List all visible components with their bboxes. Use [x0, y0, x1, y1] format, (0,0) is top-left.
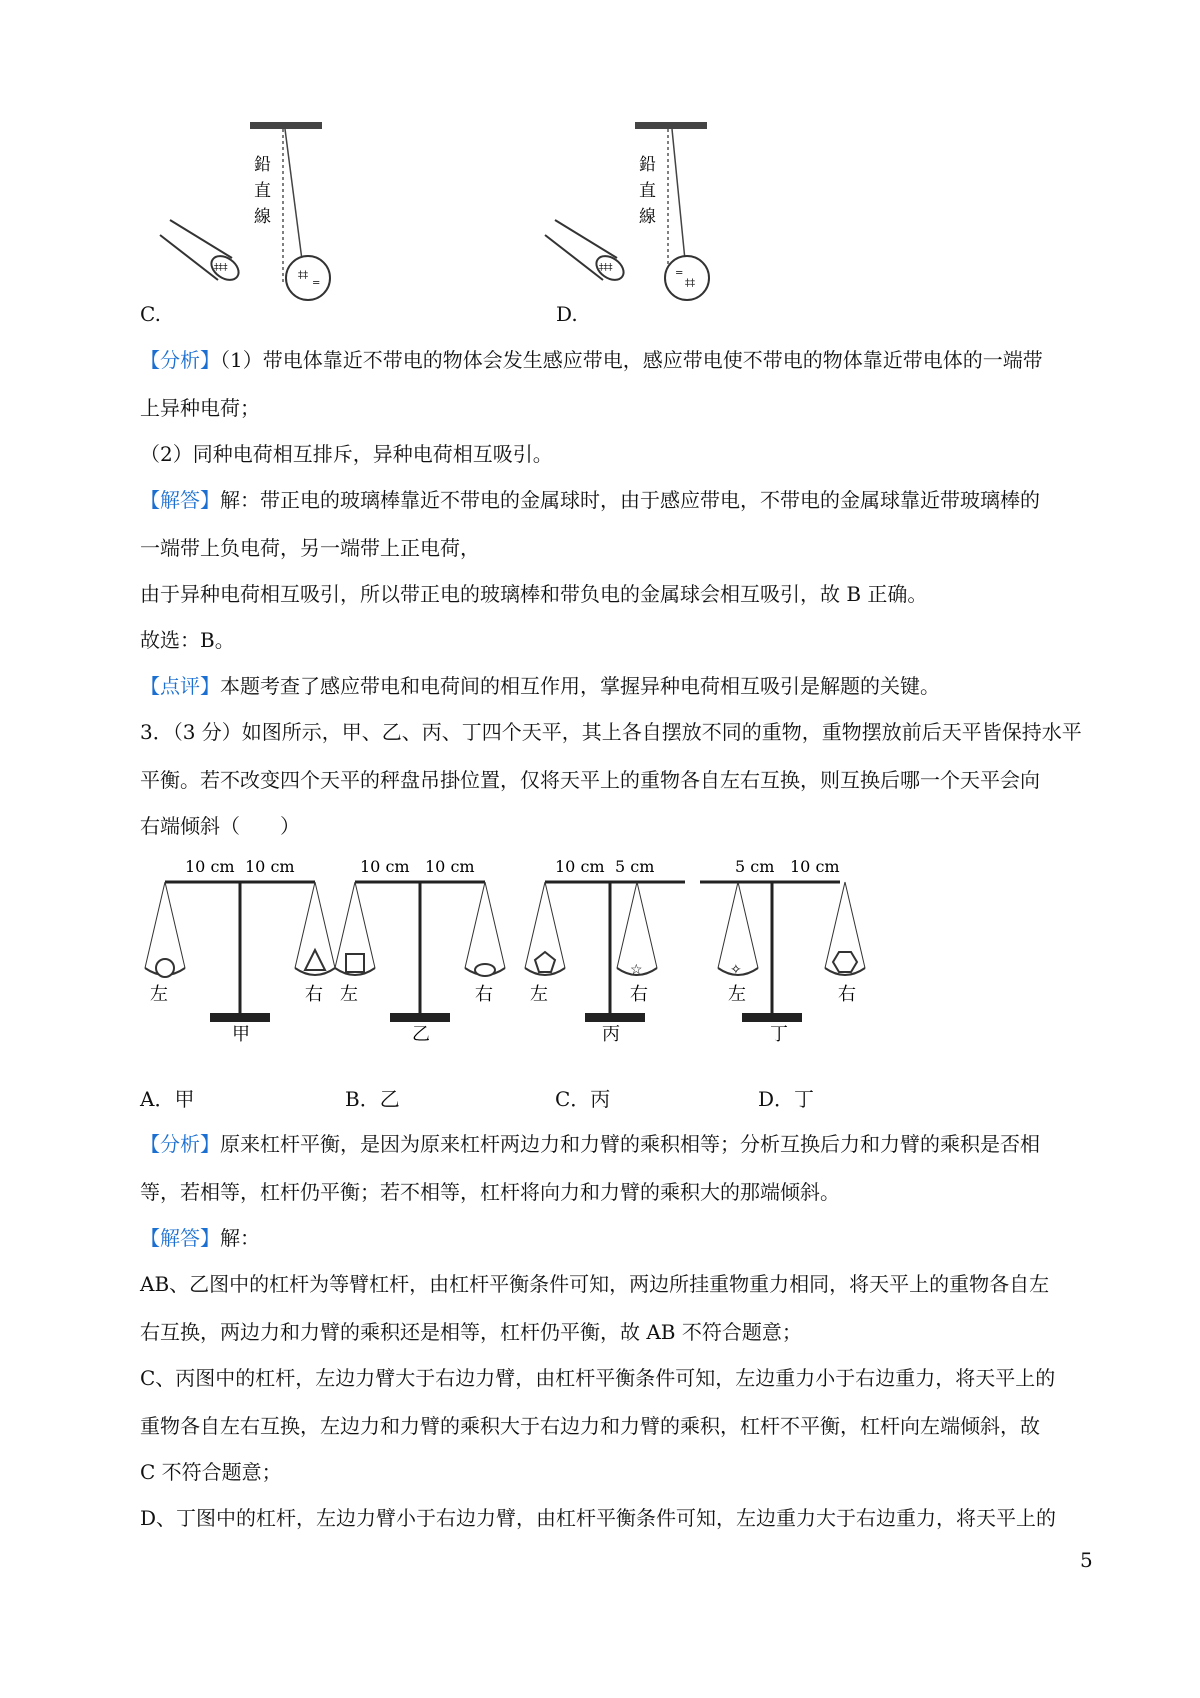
figure-d [535, 110, 795, 320]
plumb-line-label-c: 鉛 [254, 155, 271, 175]
svg-text:丁: 丁 [770, 1024, 788, 1045]
svg-text:右: 右 [630, 984, 648, 1005]
q3-stem-line3: 右端倾斜（ ） [140, 814, 300, 838]
q3-c-line3: C 不符合题意； [140, 1460, 282, 1484]
balances-figure [140, 850, 920, 1050]
svg-text:‡‡‡: ‡‡‡ [599, 263, 613, 273]
q2-answer-line2: 一端带上负电荷，另一端带上正电荷， [140, 536, 480, 560]
q3-c-line2: 重物各自左右互换，左边力和力臂的乘积大于右边力和力臂的乘积，杠杆不平衡，杠杆向左端倾斜，故 [140, 1414, 1040, 1438]
balance-yi [335, 857, 505, 1045]
svg-text:=: = [312, 278, 321, 289]
svg-text:10 cm: 10 cm [185, 857, 235, 876]
svg-text:直: 直 [639, 181, 656, 201]
q3-ab-line1: AB、乙图中的杠杆为等臂杠杆，由杠杆平衡条件可知，两边所挂重物重力相同，将天平上的重物各自左 [140, 1272, 1050, 1296]
option-d: D．丁 [758, 1087, 815, 1111]
option-c-label: C. [140, 302, 161, 326]
q2-choice: 故选：B。 [140, 628, 235, 652]
svg-text:10 cm: 10 cm [790, 857, 840, 876]
svg-text:左: 左 [340, 984, 358, 1005]
option-a: A．甲 [140, 1087, 195, 1111]
svg-text:☆: ☆ [630, 962, 643, 978]
svg-text:5 cm: 5 cm [735, 857, 775, 876]
balance-jia [145, 857, 335, 1045]
svg-text:丙: 丙 [602, 1024, 620, 1045]
option-d-label: D. [556, 302, 578, 326]
q3-ab-line2: 右互换，两边力和力臂的乘积还是相等，杠杆仍平衡，故 AB 不符合题意； [140, 1320, 802, 1344]
svg-text:10 cm: 10 cm [425, 857, 475, 876]
svg-text:左: 左 [150, 984, 168, 1005]
svg-text:10 cm: 10 cm [555, 857, 605, 876]
q3-analysis-line1: 【分析】原来杠杆平衡，是因为原来杠杆两边力和力臂的乘积相等；分析互换后力和力臂的乘积是否相 [140, 1132, 1040, 1156]
page-number: 5 [1080, 1548, 1093, 1572]
svg-text:甲: 甲 [232, 1024, 250, 1045]
q3-stem-line2: 平衡。若不改变四个天平的秤盘吊掛位置，仅将天平上的重物各自左右互换，则互换后哪一个天平会向 [140, 768, 1040, 792]
svg-text:‡‡: ‡‡ [685, 278, 695, 289]
svg-text:右: 右 [475, 984, 493, 1005]
svg-text:線: 線 [639, 207, 656, 227]
q3-stem-line1: 3．（3 分）如图所示，甲、乙、丙、丁四个天平，其上各自摆放不同的重物，重物摆放前后天平皆保持水平 [140, 720, 1082, 744]
figure-c [150, 110, 410, 320]
q2-analysis-line2: 上异种电荷； [140, 396, 260, 420]
svg-text:直: 直 [254, 181, 271, 201]
balance-bing [525, 857, 685, 1045]
option-b: B．乙 [345, 1087, 400, 1111]
svg-text:左: 左 [728, 984, 746, 1005]
svg-text:=: = [675, 268, 684, 279]
svg-text:線: 線 [254, 207, 271, 227]
balance-ding [700, 857, 865, 1045]
svg-text:‡‡: ‡‡ [298, 270, 308, 281]
q3-c-line1: C、丙图中的杠杆，左边力臂大于右边力臂，由杠杆平衡条件可知，左边重力小于右边重力，将天平上的 [140, 1366, 1056, 1390]
svg-text:右: 右 [838, 984, 856, 1005]
svg-text:乙: 乙 [412, 1024, 430, 1045]
svg-text:10 cm: 10 cm [245, 857, 295, 876]
svg-text:左: 左 [530, 984, 548, 1005]
q3-analysis-line2: 等，若相等，杠杆仍平衡；若不相等，杠杆将向力和力臂的乘积大的那端倾斜。 [140, 1180, 840, 1204]
svg-text:10 cm: 10 cm [360, 857, 410, 876]
svg-text:5 cm: 5 cm [615, 857, 655, 876]
q2-analysis-line3: （2）同种电荷相互排斥，异种电荷相互吸引。 [140, 442, 553, 466]
q2-answer-line3: 由于异种电荷相互吸引，所以带正电的玻璃棒和带负电的金属球会相互吸引，故 B 正确。 [140, 582, 928, 606]
q2-answer-line1: 【解答】解：带正电的玻璃棒靠近不带电的金属球时，由于感应带电，不带电的金属球靠近带玻璃棒的 [140, 488, 1040, 512]
svg-text:右: 右 [305, 984, 323, 1005]
q3-answer-head: 【解答】解： [140, 1226, 260, 1250]
q2-analysis-line1: 【分析】（1）带电体靠近不带电的物体会发生感应带电，感应带电使不带电的物体靠近带电体的一端带 [140, 348, 1043, 372]
q2-comment: 【点评】本题考查了感应带电和电荷间的相互作用，掌握异种电荷相互吸引是解题的关键。 [140, 674, 940, 698]
option-c: C．丙 [555, 1087, 611, 1111]
plumb-line-label-d: 鉛 [639, 155, 656, 175]
svg-text:‡‡‡: ‡‡‡ [214, 263, 228, 273]
q3-d-line1: D、丁图中的杠杆，左边力臂小于右边力臂，由杠杆平衡条件可知，左边重力大于右边重力，将天平上的 [140, 1506, 1057, 1530]
svg-text:✧: ✧ [730, 962, 742, 978]
